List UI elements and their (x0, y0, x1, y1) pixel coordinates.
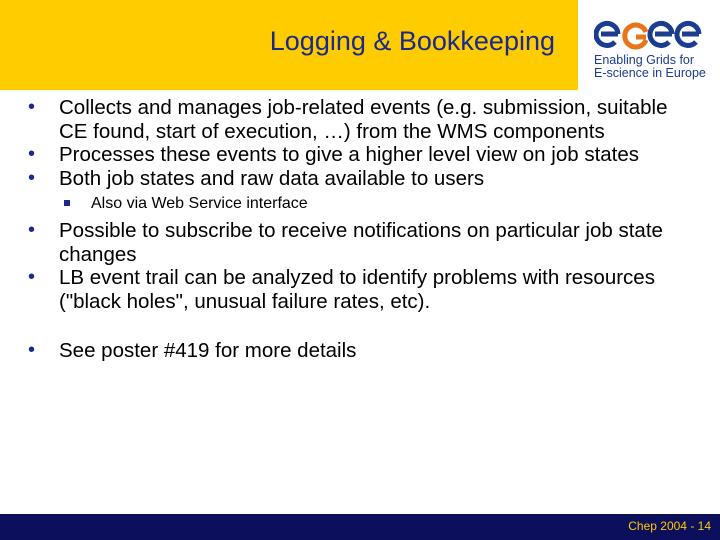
bullet-dot-icon: • (28, 339, 36, 361)
sub-bullet-item (28, 194, 698, 213)
bullet-dot-icon: • (28, 143, 36, 165)
footer-slide-number: Chep 2004 - 14 (628, 519, 711, 533)
slide-title: Logging & Bookkeeping (269, 26, 555, 56)
bullet-text: Possible to subscribe to receive notifications on particular job state changes (59, 219, 663, 266)
bullet-text: Collects and manages job-related events (e.g. submission, suitable CE found, start of execution, …) from the WMS components (59, 96, 668, 143)
bullet-dot-icon: • (28, 96, 36, 118)
slide-content (28, 96, 698, 363)
bullet-dot-icon: • (28, 219, 36, 241)
bullet-item (28, 167, 698, 191)
square-bullet-icon (64, 200, 70, 206)
bullet-dot-icon: • (28, 166, 36, 189)
bullet-item (28, 219, 698, 266)
bullet-text: LB event trail can be analyzed to identify problems with resources ("black holes", unusual failure rates, etc). (59, 266, 655, 313)
spacer (28, 313, 698, 339)
bullet-item (28, 143, 698, 167)
egee-logo (578, 0, 720, 90)
sub-bullet-text: Also via Web Service interface (91, 195, 308, 212)
bullet-text: Processes these events to give a higher level view on job states (59, 143, 640, 166)
bullet-item (28, 266, 698, 313)
egee-logo-mark (594, 18, 706, 50)
logo-tagline: Enabling Grids for E-science in Europe (594, 53, 706, 80)
footer-bar (0, 514, 720, 540)
bullet-text: See poster #419 for more details (59, 339, 357, 362)
bullet-item (28, 96, 698, 143)
bullet-dot-icon: • (28, 266, 36, 288)
bullet-item (28, 339, 698, 363)
bullet-text: Both job states and raw data available to users (59, 166, 485, 190)
